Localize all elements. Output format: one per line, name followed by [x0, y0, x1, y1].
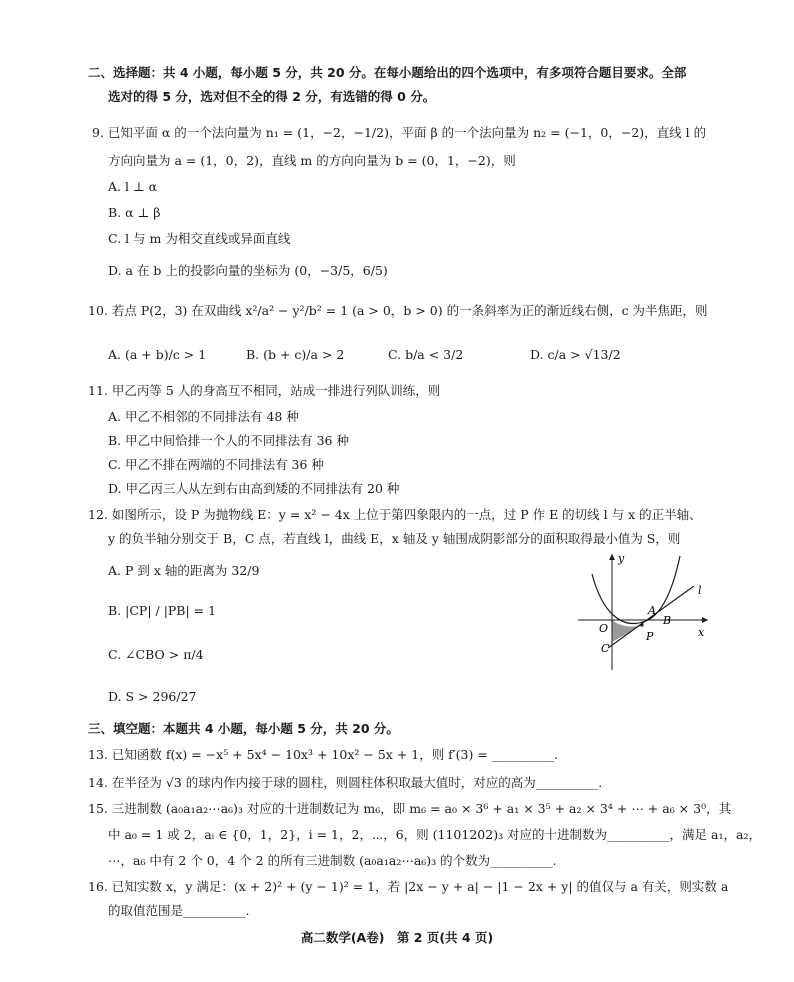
q9-option-a: A. l ⊥ α — [108, 179, 158, 194]
q11-stem: 11. 甲乙丙等 5 人的身高互不相同，站成一排进行列队训练，则 — [88, 383, 441, 398]
y-axis-arrow — [609, 554, 615, 560]
q9-stem-line2: 方向向量为 a = (1，0，2)，直线 m 的方向向量为 b = (0，1，−2)，则 — [108, 153, 516, 168]
x-axis-arrow — [702, 617, 708, 623]
q12-stem-line2: y 的负半轴分别交于 B，C 点，若直线 l，曲线 E，x 轴及 y 轴围成阴影部分的面积取得最小值为 S，则 — [108, 531, 681, 546]
label-b: B — [663, 614, 672, 627]
q9-option-b: B. α ⊥ β — [108, 205, 161, 220]
q11-option-d: D. 甲乙丙三人从左到右由高到矮的不同排法有 20 种 — [108, 481, 400, 496]
label-a: A — [648, 604, 656, 617]
q12-option-c: C. ∠CBO > π/4 — [108, 647, 204, 662]
q12-option-a: A. P 到 x 轴的距离为 32/9 — [108, 563, 260, 578]
q16-stem-line1: 16. 已知实数 x，y 满足：(x + 2)² + (y − 1)² = 1，若 |2x − y + a| − |1 − 2x + y| 的值仅与 a 有关，则实数 a — [88, 879, 729, 894]
q11-option-a: A. 甲乙不相邻的不同排法有 48 种 — [108, 409, 299, 424]
q13-stem: 13. 已知函数 f(x) = −x⁵ + 5x⁴ − 10x³ + 10x² − 5x + 1，则 f′(3) = __________. — [88, 747, 559, 762]
q10-option-c: C. b/a < 3/2 — [388, 347, 464, 362]
q16-stem-line2: 的取值范围是__________. — [108, 903, 250, 918]
q15-stem-line3: ⋯，a₆ 中有 2 个 0，4 个 2 的所有三进制数 (a₀a₁a₂⋯a₆)₃ 的个数为__________. — [108, 853, 557, 868]
section2-heading-line2: 选对的得 5 分，选对但不全的得 2 分，有选错的得 0 分。 — [108, 89, 436, 104]
q11-option-b: B. 甲乙中间恰排一个人的不同排法有 36 种 — [108, 433, 349, 448]
q10-option-a: A. (a + b)/c > 1 — [108, 347, 207, 362]
q10-stem: 10. 若点 P(2，3) 在双曲线 x²/a² − y²/b² = 1 (a > 0，b > 0) 的一条斜率为正的渐近线右侧，c 为半焦距，则 — [88, 303, 708, 318]
section3-heading: 三、填空题：本题共 4 小题，每小题 5 分，共 20 分。 — [88, 721, 399, 736]
label-p: P — [646, 630, 654, 643]
label-x: x — [698, 626, 705, 639]
section2-heading-line1: 二、选择题：共 4 小题，每小题 5 分，共 20 分。在每小题给出的四个选项中，有多项符合题目要求。全部 — [88, 65, 687, 80]
q10-option-b: B. (b + c)/a > 2 — [246, 347, 345, 362]
q12-option-d: D. S > 296/27 — [108, 689, 197, 704]
q9-option-d: D. a 在 b 上的投影向量的坐标为 (0，−3/5，6/5) — [108, 263, 388, 278]
q15-stem-line2: 中 a₀ = 1 或 2，aᵢ ∈ {0，1，2}，i = 1，2，⋯，6，则 (1101202)₃ 对应的十进制数为__________，满足 a₁，a₂， — [108, 827, 761, 842]
q12-parabola-figure — [568, 548, 718, 676]
label-l: l — [698, 584, 702, 597]
q14-stem: 14. 在半径为 √3 的球内作内接于球的圆柱，则圆柱体积取最大值时，对应的高为__________. — [88, 775, 603, 790]
q11-option-c: C. 甲乙不排在两端的不同排法有 36 种 — [108, 457, 324, 472]
q10-option-d: D. c/a > √13/2 — [530, 347, 621, 362]
q9-stem-line1: 9. 已知平面 α 的一个法向量为 n₁ = (1，−2，−1/2)，平面 β 的一个法向量为 n₂ = (−1，0，−2)，直线 l 的 — [92, 125, 707, 140]
q9-option-c: C. l 与 m 为相交直线或异面直线 — [108, 231, 291, 246]
label-o: O — [599, 622, 609, 635]
q15-stem-line1: 15. 三进制数 (a₀a₁a₂⋯a₆)₃ 对应的十进制数记为 m₆，即 m₆ = a₀ × 3⁶ + a₁ × 3⁵ + a₂ × 3⁴ + ⋯ + a₆ × 3⁰，其 — [88, 801, 732, 816]
q12-stem-line1: 12. 如图所示，设 P 为抛物线 E：y = x² − 4x 上位于第四象限内的一点，过 P 作 E 的切线 l 与 x 的正半轴、 — [88, 507, 702, 522]
page-footer: 高二数学(A卷) 第 2 页(共 4 页) — [300, 930, 494, 945]
point-p-marker — [640, 623, 643, 626]
q12-option-b: B. |CP| / |PB| = 1 — [108, 603, 217, 618]
label-c: C — [601, 642, 610, 655]
label-y: y — [618, 552, 625, 565]
